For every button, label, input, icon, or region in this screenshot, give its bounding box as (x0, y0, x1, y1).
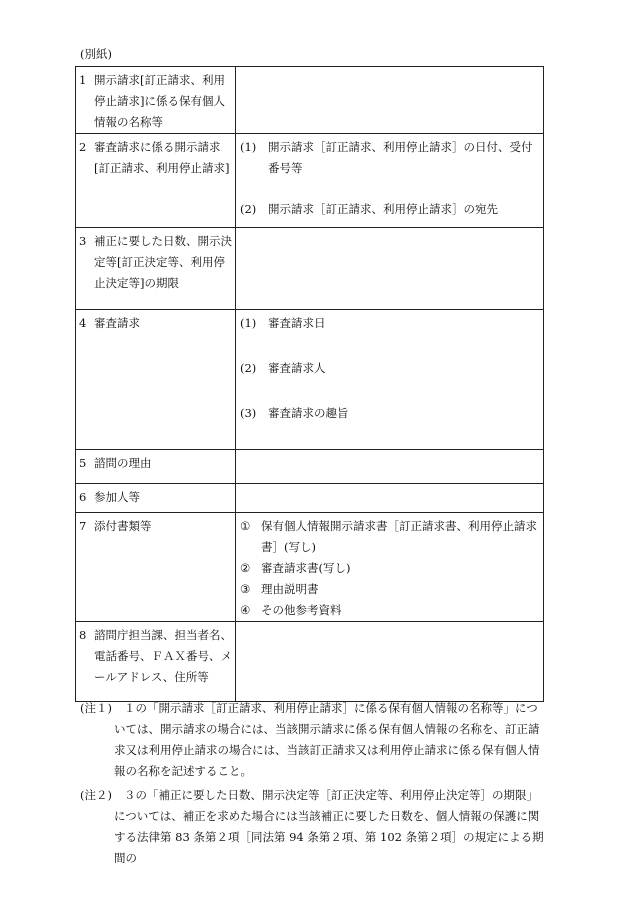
note-item (80, 698, 545, 782)
row-label: 開示請求[訂正請求、利用停止請求]に係る保有個人情報の名称等 (94, 73, 225, 129)
row-label: 補正に要した日数、開示決定等[訂正決定等、利用停止決定等]の期限 (94, 234, 232, 290)
row-number: 3 (79, 234, 87, 248)
notes-section (80, 698, 545, 872)
form-table (75, 66, 544, 702)
row-label: 諮問の理由 (94, 456, 152, 470)
list-item: (1) 開示請求［訂正請求、利用停止請求］の日付、受付番号等 (240, 140, 533, 175)
table-row (76, 310, 544, 450)
table-row (76, 513, 544, 622)
row-number: 4 (79, 316, 87, 330)
row-content-cell (236, 228, 544, 310)
row-label-cell (76, 67, 236, 134)
row-label: 諮問庁担当課、担当者名、電話番号、ＦＡＸ番号、メールアドレス、住所等 (94, 628, 232, 684)
row-label-cell (76, 450, 236, 484)
row-content-cell (236, 134, 544, 228)
list-item: (3) 審査請求の趣旨 (240, 406, 349, 420)
row-label: 審査請求に係る開示請求[訂正請求、利用停止請求] (94, 140, 230, 175)
note-marker: (注２) (80, 788, 112, 802)
row-label-cell (76, 310, 236, 450)
note-text: １の「開示請求［訂正請求、利用停止請求］に係る保有個人情報の名称等」については、開示請求の場合には、当該開示請求に係る保有個人情報の名称を、訂正請求又は利用停止請求の場合には、当該訂正請求又は利用停止請求に係る保有個人情報の名称を記述すること。 (114, 701, 540, 778)
row-label-cell (76, 622, 236, 702)
row-content-cell (236, 513, 544, 622)
row-number: 8 (79, 628, 87, 642)
row-number: 1 (79, 73, 87, 87)
row-label: 参加人等 (94, 490, 140, 504)
list-item: ③ 理由説明書 (240, 582, 319, 596)
table-row (76, 67, 544, 134)
list-item: (2) 開示請求［訂正請求、利用停止請求］の宛先 (240, 202, 498, 216)
row-label: 添付書類等 (94, 519, 152, 533)
row-label-cell (76, 228, 236, 310)
row-content-cell (236, 450, 544, 484)
table-row (76, 450, 544, 484)
table-row (76, 228, 544, 310)
table-row (76, 622, 544, 702)
row-content-cell (236, 622, 544, 702)
row-label-cell (76, 134, 236, 228)
row-content-cell (236, 484, 544, 513)
list-item: ② 審査請求書(写し) (240, 561, 351, 575)
table-row (76, 484, 544, 513)
list-item: (2) 審査請求人 (240, 361, 326, 375)
row-content-cell (236, 67, 544, 134)
note-text: ３の「補正に要した日数、開示決定等［訂正決定等、利用停止決定等］の期限」については、補正を求めた場合には当該補正に要した日数を、個人情報の保護に関する法律第 83 条第２項［同法第 94 条第２項、第 102 条第２項］の規定による期間の (114, 788, 544, 865)
row-content-cell (236, 310, 544, 450)
note-marker: (注１) (80, 701, 112, 715)
row-number: 5 (79, 456, 87, 470)
page-label: (別紙) (80, 47, 112, 61)
row-label: 審査請求 (94, 316, 140, 330)
row-label-cell (76, 513, 236, 622)
row-number: 2 (79, 140, 87, 154)
row-number: 6 (79, 490, 87, 504)
list-item: ① 保有個人情報開示請求書［訂正請求書、利用停止請求書］(写し) (240, 519, 537, 554)
list-item: ④ その他参考資料 (240, 603, 342, 617)
note-item (80, 785, 545, 869)
row-label-cell (76, 484, 236, 513)
list-item: (1) 審査請求日 (240, 316, 326, 330)
table-row (76, 134, 544, 228)
row-number: 7 (79, 519, 87, 533)
